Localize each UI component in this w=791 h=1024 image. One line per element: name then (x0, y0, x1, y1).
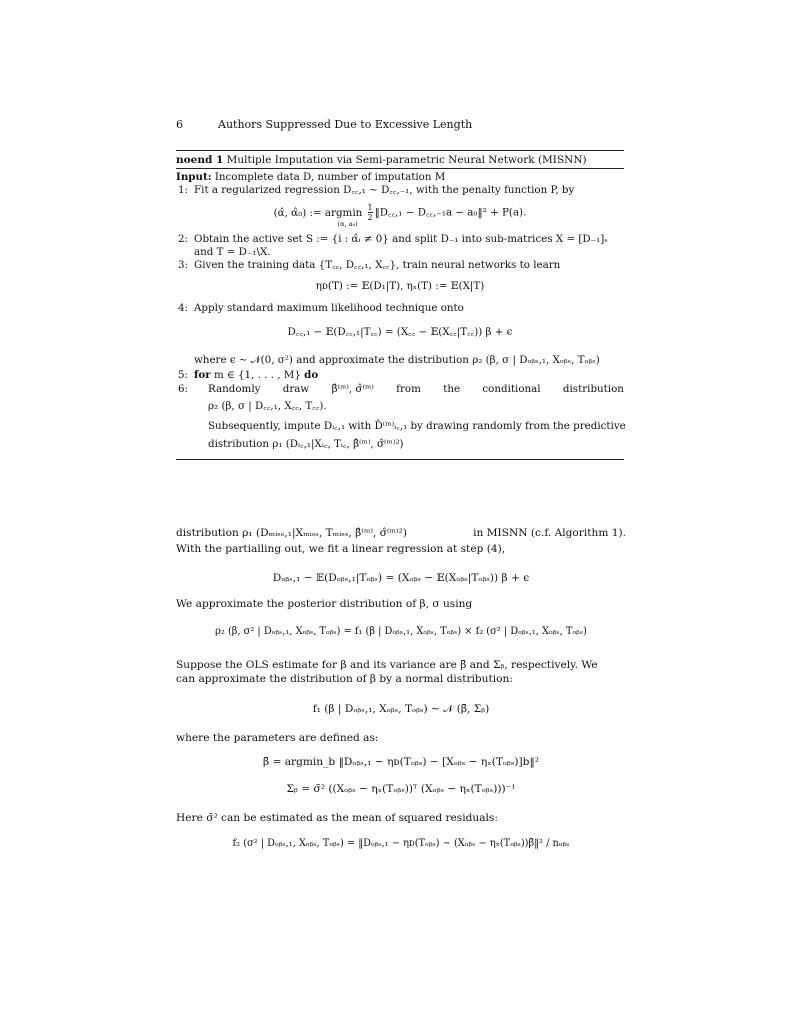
algorithm-label: noend 1 (176, 154, 224, 166)
step-number: 3: (177, 259, 188, 271)
body-text: in MISNN (c.f. Algorithm 1). (473, 527, 626, 539)
running-title: Authors Suppressed Due to Excessive Length (218, 118, 473, 131)
equation-beta-bar: β̄ = argmin_b ‖Dₒᵦₛ,₁ − ηᴅ(Tₒᵦₛ) − [Xₒᵦₛ − ηₓ(Tₒᵦₛ)]b‖² (262, 756, 540, 768)
keyword-do: do (304, 369, 319, 381)
algorithm-step-5 (176, 369, 624, 382)
algorithm-step-2 (176, 233, 624, 246)
keyword-for: for (194, 369, 211, 381)
body-paragraph-2: We approximate the posterior distribution of β, σ using (176, 598, 473, 610)
body-paragraph-1 (176, 524, 626, 556)
step-number: 1: (177, 184, 188, 196)
step-text: Obtain the active set S := {i : α̂ᵢ ≠ 0} and split D₋₁ into sub-matrices X = [D₋₁]ₛ (194, 233, 608, 245)
equation-normal: f₁ (β | Dₒᵦₛ,₁, Xₒᵦₛ, Tₒᵦₛ) ∼ 𝒩 (β̄, Σᵦ) (312, 703, 490, 715)
input-label: Input: (176, 171, 212, 183)
loop-range: m ∈ {1, . . . , M} (214, 369, 301, 381)
step-number: 4: (177, 302, 188, 314)
algorithm-step-3 (176, 259, 624, 272)
equation-argmin (176, 203, 624, 229)
algorithm-step-4 (176, 302, 624, 315)
body-text: With the partialling out, we fit a linear regression at step (4), (176, 543, 506, 555)
algorithm-step-6 (176, 382, 624, 397)
body-text: distribution ρ₁ (Dₘᵢₛₛ,₁|Xₘᵢₛₛ, Tₘᵢₛₛ, β̂⁽ᵐ⁾, σ̂⁽ᵐ⁾²) (176, 527, 408, 539)
algorithm-caption-rule (176, 168, 624, 169)
equation-partial-regression: D꜀꜀,₁ − 𝔼(D꜀꜀,₁|T꜀꜀) = (X꜀꜀ − 𝔼(X꜀꜀|T꜀꜀)) β + ϵ (287, 326, 513, 338)
step-number: 5: (177, 369, 188, 381)
equation-sigma-estimate: f₂ (σ² | Dₒᵦₛ,₁, Xₒᵦₛ, Tₒᵦₛ) = ‖Dₒᵦₛ,₁ − ηᴅ(Tₒᵦₛ) − (Xₒᵦₛ − ηₓ(Tₒᵦₛ))β̄‖² / nₒᵦₛ (232, 838, 570, 849)
equation-sigma-beta: Σᵦ = σ̄² ((Xₒᵦₛ − ηₓ(Tₒᵦₛ))ᵀ (Xₒᵦₛ − ηₓ(Tₒᵦₛ)))⁻¹ (286, 783, 516, 795)
algorithm-step-1 (176, 184, 624, 197)
step-word: distribution (562, 383, 624, 395)
algorithm-input (176, 171, 624, 184)
algorithm-impute-line: Subsequently, impute Dᵢ꜀,₁ with D̂⁽ᵐ⁾ᵢ꜀,₁ by drawing randomly from the predictive (208, 420, 626, 432)
equation-obs-regression: Dₒᵦₛ,₁ − 𝔼(Dₒᵦₛ,₁|Tₒᵦₛ) = (Xₒᵦₛ − 𝔼(Xₒᵦₛ|Tₒᵦₛ)) β + ϵ (272, 572, 530, 584)
step-text: Given the training data {T꜀꜀, D꜀꜀,₁, X꜀꜀}, train neural networks to learn (194, 259, 561, 271)
step-number: 2: (177, 233, 188, 245)
body-text: can approximate the distribution of β by a normal distribution: (176, 673, 513, 685)
input-text: Incomplete data D, number of imputation M (214, 171, 446, 183)
algorithm-where-line: where ϵ ∼ 𝒩(0, σ²) and approximate the distribution ρ₂ (β, σ | Dₒᵦₛ,₁, Xₒᵦₛ, Tₒᵦₛ) (194, 354, 600, 366)
running-header (176, 118, 626, 131)
algorithm-bottom-rule (176, 459, 624, 460)
argmin-rhs: ‖D꜀꜀,₁ − D꜀꜀,₋₁a − a₀‖² + P(a). (374, 206, 527, 219)
step-word: the (443, 383, 461, 395)
algorithm-impute-cont: distribution ρ₁ (Dᵢ꜀,₁|Xᵢ꜀, Tᵢ꜀, β̂⁽ᵐ⁾, σ̂⁽ᵐ⁾²) (208, 438, 404, 450)
step-text: Apply standard maximum likelihood technique onto (194, 302, 464, 314)
algorithm-title: Multiple Imputation via Semi-parametric Neural Network (MISNN) (226, 154, 587, 166)
step-word: β̂⁽ᵐ⁾, σ̂⁽ᵐ⁾ (331, 383, 374, 395)
fraction-one-half (368, 203, 373, 222)
body-paragraph-5: Here σ̄² can be estimated as the mean of squared residuals: (176, 812, 498, 824)
page-number: 6 (176, 118, 183, 131)
algorithm-block (176, 150, 624, 460)
equation-eta: ηᴅ(T) := 𝔼(D₁|T), ηₓ(T) := 𝔼(X|T) (315, 280, 485, 292)
argmin-lhs: (α̂, α̂₀) := argmin (273, 206, 363, 219)
step-word: Randomly (208, 383, 261, 395)
step-text: Fit a regularized regression D꜀꜀,₁ ∼ D꜀꜀,₋₁, with the penalty function P, by (194, 184, 575, 196)
algorithm-step-6-cont: ρ₂ (β, σ | D꜀꜀,₁, X꜀꜀, T꜀꜀). (208, 400, 327, 412)
algorithm-step-2-cont: and T = D₋₁\X. (194, 246, 271, 258)
step-word: conditional (482, 383, 541, 395)
body-paragraph-3 (176, 658, 626, 686)
step-word: draw (282, 383, 310, 395)
body-text: Suppose the OLS estimate for β and its variance are β̄ and Σᵦ, respectively. We (176, 659, 598, 671)
frac-den: 2 (367, 213, 373, 222)
equation-posterior: ρ₂ (β, σ² | Dₒᵦₛ,₁, Xₒᵦₛ, Tₒᵦₛ) = f₁ (β | Dₒᵦₛ,₁, Xₒᵦₛ, Tₒᵦₛ) × f₂ (σ² | Dₒᵦₛ,₁, Xₒᵦₛ, Tₒᵦₛ) (215, 626, 587, 637)
frac-num: 1 (367, 203, 373, 212)
algorithm-caption (176, 151, 624, 168)
step-word: from (396, 383, 421, 395)
step-number: 6: (177, 383, 188, 395)
body-paragraph-4: where the parameters are defined as: (176, 732, 379, 744)
argmin-subscript: (α, a₀) (337, 219, 358, 228)
